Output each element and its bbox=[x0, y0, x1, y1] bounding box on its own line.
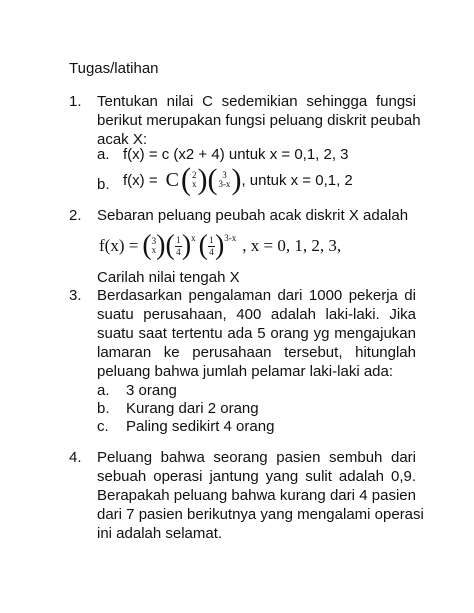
q3-line-4: lamaran ke perusahaan tersebut, hitunglah bbox=[97, 344, 416, 361]
q3-line-3: suatu saat tertentu ada 5 orang yg mengajukan bbox=[97, 325, 416, 342]
q1b-binom1-bot: x bbox=[191, 179, 197, 189]
q1b-binom-1: ( 2 x ) bbox=[180, 162, 208, 197]
q2-binom: ( 3 x ) bbox=[142, 230, 166, 261]
q3b-text: Kurang dari 2 orang bbox=[126, 400, 259, 417]
q2-binom-top: 3 bbox=[151, 236, 157, 246]
q1b-binom2-bot: 3-x bbox=[218, 179, 231, 189]
q2-exp-2: 3-x bbox=[224, 233, 237, 243]
q2-frac1-den: 4 bbox=[176, 246, 181, 257]
q1-number: 1. bbox=[69, 93, 82, 110]
q3-line-2: suatu perusahaan, 400 adalah laki-laki. Jika bbox=[97, 306, 416, 323]
q2-tail: , x = 0, 1, 2, 3, bbox=[242, 236, 342, 255]
q1-line-3: acak X: bbox=[97, 131, 148, 148]
q1b-label: b. bbox=[97, 176, 110, 193]
q3c-text: Paling sedikirt 4 orang bbox=[126, 418, 275, 435]
q2-binom-bot: x bbox=[151, 245, 157, 255]
q3-number: 3. bbox=[69, 287, 82, 304]
q1b-binom2-top: 3 bbox=[222, 170, 227, 180]
q2-formula bbox=[99, 229, 341, 263]
q1a-text: f(x) = c (x2 + 4) untuk x = 0,1, 2, 3 bbox=[123, 146, 349, 163]
q3a-text: 3 orang bbox=[126, 382, 177, 399]
q3-line-5: peluang bahwa jumlah pelamar laki-laki ada: bbox=[97, 363, 394, 380]
q1a-label: a. bbox=[97, 146, 110, 163]
q3b-label: b. bbox=[97, 400, 110, 417]
q2-frac2-den: 4 bbox=[209, 246, 214, 257]
q1b-suffix: , untuk x = 0,1, 2 bbox=[241, 171, 353, 189]
q3-line-1: Berdasarkan pengalaman dari 1000 pekerja di bbox=[97, 287, 416, 304]
q4-number: 4. bbox=[69, 449, 82, 466]
q1b-binom-2: ( 3 3-x ) bbox=[207, 163, 242, 196]
q4-line-2: sebuah operasi jantung yang sulit adalah 0,9. bbox=[97, 468, 416, 485]
q2-fx: f(x) = bbox=[99, 236, 139, 255]
q4-line-3: Berapakah peluang bahwa kurang dari 4 pasien bbox=[97, 487, 416, 504]
q1b-formula bbox=[123, 162, 353, 198]
q2-frac-2: ( 1 4 ) bbox=[198, 230, 225, 261]
q2-number: 2. bbox=[69, 207, 82, 224]
q1b-prefix: f(x) = bbox=[123, 171, 158, 189]
q1b-binom1-top: 2 bbox=[191, 170, 197, 180]
q2-frac-1: ( 1 4 ) bbox=[165, 230, 192, 261]
q2-exp-1: x bbox=[191, 233, 196, 243]
q2-frac2-num: 1 bbox=[209, 234, 214, 245]
q1-line-2: berikut merupakan fungsi peluang diskrit peubah bbox=[97, 112, 421, 129]
page-title: Tugas/latihan bbox=[69, 60, 159, 77]
q2-after: Carilah nilai tengah X bbox=[97, 269, 240, 286]
q2-text: Sebaran peluang peubah acak diskrit X adalah bbox=[97, 207, 409, 224]
q4-line-5: ini adalah selamat. bbox=[97, 525, 223, 542]
q3a-label: a. bbox=[97, 382, 110, 399]
q4-line-1: Peluang bahwa seorang pasien sembuh dari bbox=[97, 449, 416, 466]
q2-frac1-num: 1 bbox=[176, 234, 181, 245]
q3c-label: c. bbox=[97, 418, 109, 435]
q1b-c: C bbox=[165, 168, 179, 191]
q4-line-4: dari 7 pasien berikutnya yang mengalami operasi bbox=[97, 506, 424, 523]
q1-line-1: Tentukan nilai C sedemikian sehingga fungsi bbox=[97, 93, 416, 110]
